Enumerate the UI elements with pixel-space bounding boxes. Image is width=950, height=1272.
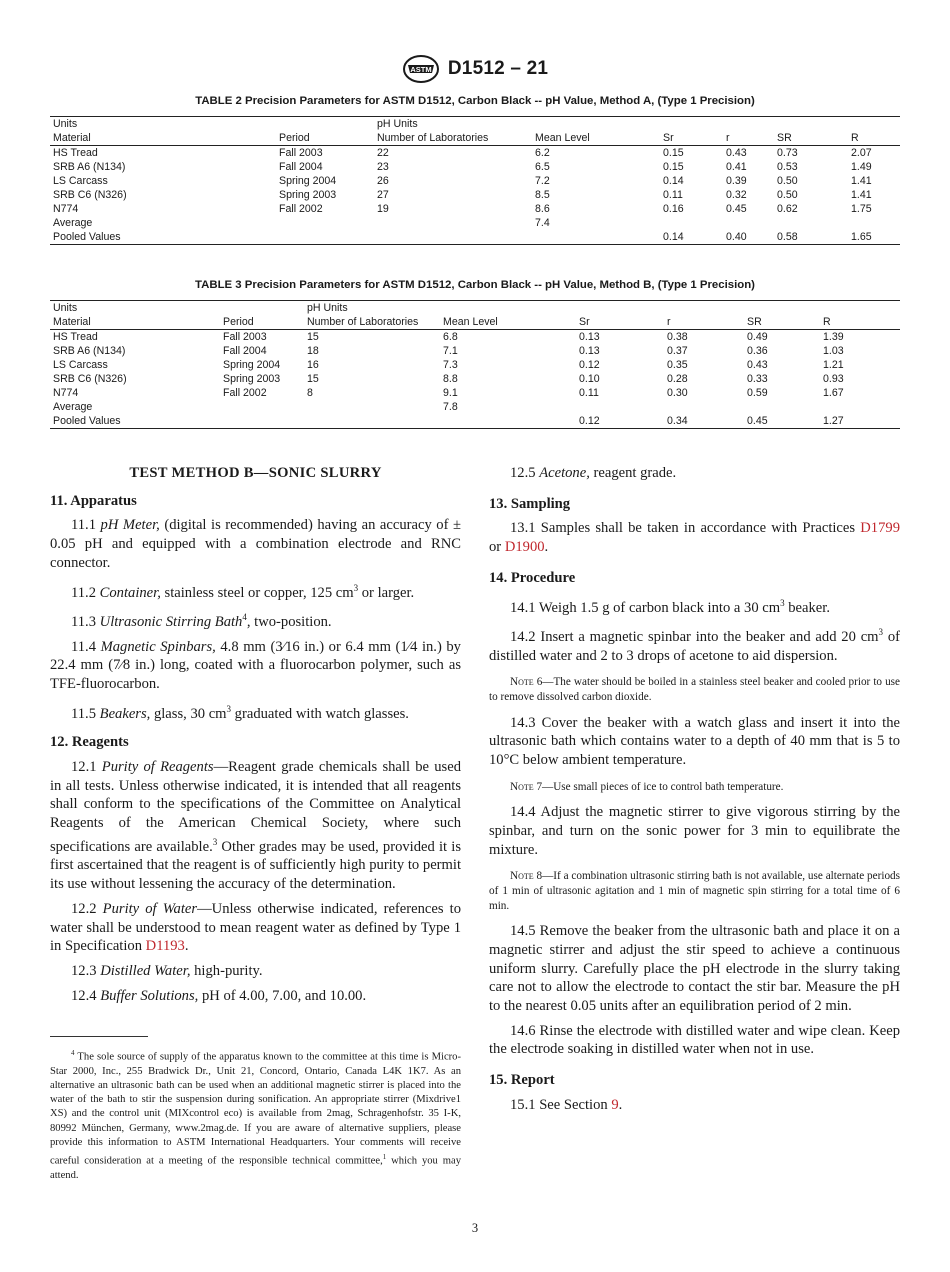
section-title: TEST METHOD B—SONIC SLURRY [129, 465, 382, 481]
table-cell: Sr [576, 315, 664, 330]
table-cell [744, 301, 820, 316]
table-row [50, 188, 900, 202]
table-cell: 0.13 [579, 345, 600, 357]
para-11-1: 11.1 pH Meter, (digital is recommended) having an accuracy of ± 0.05 pH and equipped with a combination electrode and RNC connector. [50, 517, 461, 571]
table-cell: 1.39 [823, 331, 844, 343]
table-cell: 8.8 [443, 373, 458, 385]
para-15-1: 15.1 See Section 9. [510, 1096, 623, 1113]
left-column [50, 464, 461, 1005]
table-cell: 0.34 [664, 414, 744, 429]
table-cell: R [848, 131, 900, 146]
para-11-5: 11.5 Beakers, glass, 30 $cm^3$ graduated with watch glasses. [71, 703, 409, 722]
table-cell: SRB C6 (N326) [53, 189, 127, 201]
table-cell: 18 [307, 345, 319, 357]
table-cell: 1.41 [851, 189, 872, 201]
table-cell: Fall 2002 [223, 387, 267, 399]
table-cell: 0.45 [726, 203, 747, 215]
table-cell [820, 301, 900, 316]
table-cell [664, 301, 744, 316]
table-cell: HS Tread [53, 331, 98, 343]
table-cell: HS Tread [53, 147, 98, 159]
table-cell: 26 [377, 175, 389, 187]
table-row [50, 386, 900, 400]
table-row [50, 372, 900, 386]
table-cell: 7.8 [443, 401, 458, 413]
table-cell [744, 400, 820, 414]
table-cell: Fall 2003 [223, 331, 267, 343]
table-cell [664, 400, 744, 414]
table-cell: 7.3 [443, 359, 458, 371]
table-cell [532, 230, 660, 245]
table-cell: 7.1 [443, 345, 458, 357]
document-number: D1512 – 21 [447, 58, 549, 79]
table-cell: Pooled Values [50, 230, 276, 245]
table-cell: LS Carcass [53, 359, 108, 371]
table-cell: 6.5 [535, 161, 550, 173]
table-cell: 0.58 [774, 230, 848, 245]
table-cell: SRB A6 (N134) [53, 161, 126, 173]
para-12-5: 12.5 Acetone, reagent grade. [510, 465, 677, 481]
table-cell: Mean Level [532, 131, 660, 146]
table-cell [220, 414, 304, 429]
table-row [50, 146, 900, 161]
para-14-2: 14.2 Insert a magnetic spinbar into the beaker and add 20 $cm^3$ of distilled water and 2 to 3 drops of acetone to aid dispersion. [489, 627, 900, 664]
table-cell: 23 [377, 161, 389, 173]
para-14-5: 14.5 Remove the beaker from the ultrasonic bath and place it on a magnetic stirrer and adjust the stir speed to achieve a continuous uniform slurry. Carefully place the pH electrode in the slurry taking care not to allow the electrode to contact the stir bar. Measure the pH to the nearest 0.05 units after an equilibration period of 2 min. [489, 923, 900, 1014]
table-cell: Period [276, 131, 374, 146]
table-cell: 0.39 [726, 175, 747, 187]
table-row [50, 400, 900, 414]
table-cell: Number of Laboratories [304, 315, 440, 330]
table3 [50, 300, 900, 429]
table-cell: Average [53, 217, 93, 229]
table-cell: 0.49 [747, 331, 768, 343]
table-cell: 0.35 [667, 359, 688, 371]
table-row [50, 414, 900, 429]
heading-apparatus: 11. Apparatus [50, 492, 137, 509]
table-cell [220, 301, 304, 316]
table-cell [304, 400, 440, 414]
para-11-2: 11.2 Container, stainless steel or copper, 125 $cm^3$ or larger. [71, 582, 415, 601]
table-cell: Mean Level [440, 315, 576, 330]
table-cell: N774 [53, 203, 79, 215]
link-d1900[interactable]: D1900 [504, 539, 545, 556]
table-cell [723, 216, 774, 230]
table-row [50, 344, 900, 358]
footnote-area [50, 1036, 461, 1183]
header-row-columns [50, 315, 900, 330]
table-cell: 1.21 [823, 359, 844, 371]
table-cell: 0.50 [777, 189, 798, 201]
heading-procedure: 14. Procedure [489, 569, 576, 586]
para-12-3: 12.3 Distilled Water, high-purity. [71, 962, 263, 979]
note-7: Note 7—Use small pieces of ice to control bath temperature. [510, 780, 784, 793]
right-column [489, 464, 900, 1114]
table-cell: 0.33 [747, 373, 768, 385]
table-cell: 0.30 [667, 387, 688, 399]
table-cell: 0.12 [579, 359, 600, 371]
table-cell: 0.43 [747, 359, 768, 371]
note-6: Note 6—The water should be boiled in a stainless steel beaker and cooled prior to use to remove dissolved carbon dioxide. [489, 676, 900, 703]
table-cell: 19 [377, 203, 389, 215]
table-cell: 0.16 [663, 203, 684, 215]
table-cell [576, 301, 664, 316]
table-cell: Fall 2003 [279, 147, 323, 159]
para-12-4: 12.4 Buffer Solutions, pH of 4.00, 7.00, and 10.00. [71, 987, 367, 1004]
table-cell [304, 414, 440, 429]
table-cell: Spring 2004 [279, 175, 337, 187]
astm-logo [402, 54, 440, 84]
table-cell: Material [50, 315, 220, 330]
table-cell: 0.11 [663, 189, 683, 201]
table-cell [440, 301, 576, 316]
table-cell: 1.49 [851, 161, 872, 173]
table-cell [532, 117, 660, 132]
link-d1799[interactable]: D1799 [860, 520, 900, 537]
table-cell: 0.12 [576, 414, 664, 429]
table-cell: 22 [377, 147, 389, 159]
table3-caption: TABLE 3 Precision Parameters for ASTM D1512, Carbon Black -- pH Value, Method B, (Type 1 Precision) [195, 279, 755, 291]
header-row-units [50, 301, 900, 316]
table-row [50, 174, 900, 188]
table2-caption: TABLE 2 Precision Parameters for ASTM D1512, Carbon Black -- pH Value, Method A, (Type 1 Precision) [195, 95, 755, 107]
table-cell: 0.28 [667, 373, 688, 385]
heading-reagents: 12. Reagents [50, 734, 129, 751]
table-cell: 27 [377, 189, 389, 201]
table-cell: 0.40 [723, 230, 774, 245]
table-cell: 8 [307, 387, 313, 399]
table-cell: Pooled Values [50, 414, 220, 429]
table-cell: 0.14 [663, 175, 684, 187]
table-cell: 16 [307, 359, 319, 371]
para-14-4: 14.4 Adjust the magnetic stirrer to give vigorous stirring by the spinbar, and turn on the sonic power for 3 min to equilibrate the mixture. [489, 804, 900, 858]
table-cell [774, 117, 848, 132]
note-8: Note 8—If a combination ultrasonic stirring bath is not available, use alternate periods of 1 min of ultrasonic agitation and 1 min of magnetic spin stirring for a total time of 6 min. [489, 870, 900, 912]
table-cell: Period [220, 315, 304, 330]
table-cell: 1.67 [823, 387, 844, 399]
table-cell: Spring 2003 [223, 373, 281, 385]
table-cell: N774 [53, 387, 79, 399]
table-cell [820, 400, 900, 414]
table-cell: 0.10 [579, 373, 600, 385]
table-cell: 1.65 [848, 230, 900, 245]
table-cell: 0.13 [579, 331, 600, 343]
table-row [50, 160, 900, 174]
table-cell: 0.93 [823, 373, 844, 385]
table-cell: 0.36 [747, 345, 768, 357]
para-13-1: 13.1 Samples shall be taken in accordance with Practices D1799 or D1900. [489, 520, 900, 556]
table-cell: 0.14 [660, 230, 723, 245]
table-cell: 0.37 [667, 345, 688, 357]
link-section-9[interactable]: 9 [611, 1096, 619, 1113]
table-row [50, 230, 900, 245]
table-cell: 1.03 [823, 345, 844, 357]
header-row-units [50, 117, 900, 132]
table-cell [440, 414, 576, 429]
table-cell: Fall 2004 [223, 345, 267, 357]
table-cell: 1.75 [851, 203, 872, 215]
table-cell: Fall 2002 [279, 203, 323, 215]
table-cell: 0.32 [726, 189, 747, 201]
table-cell: 0.50 [777, 175, 798, 187]
para-14-1: 14.1 Weigh 1.5 g of carbon black into a 30 $cm^3$ beaker. [510, 597, 830, 616]
table-cell: 8.5 [535, 189, 550, 201]
table-cell [576, 400, 664, 414]
table-cell [374, 216, 532, 230]
table-cell: r [723, 131, 774, 146]
table-cell: 0.73 [777, 147, 798, 159]
table-cell: Units [50, 117, 276, 132]
table-cell: 0.15 [663, 147, 684, 159]
table-cell: 7.4 [535, 217, 550, 229]
header-row-columns [50, 131, 900, 146]
table-cell [723, 117, 774, 132]
table-cell: Fall 2004 [279, 161, 323, 173]
table-cell: LS Carcass [53, 175, 108, 187]
table-cell: Material [50, 131, 276, 146]
table-cell: SRB A6 (N134) [53, 345, 126, 357]
table-row [50, 330, 900, 345]
table-cell: 0.62 [777, 203, 798, 215]
table-cell: 1.41 [851, 175, 872, 187]
table-cell: 0.43 [726, 147, 747, 159]
table-cell: 6.8 [443, 331, 458, 343]
table-cell: 0.11 [579, 387, 599, 399]
table-cell: 0.15 [663, 161, 684, 173]
table-cell: 0.41 [726, 161, 747, 173]
table-cell: SRB C6 (N326) [53, 373, 127, 385]
page-number: 3 [471, 1221, 479, 1235]
footnote-4: $^4$ The sole source of supply of the apparatus known to the committee at this time is Micro-Star 2000, Inc., 255 Bradwick Dr., Unit 21, Concord, Ontario, Canada L4K 1K7. As an alternative an ultrasonic bath can be used when an additional magnetic stirrer is placed into the water of the bath to stir the suspension during sonification. An appropriate stirrer (Mixdrive1 XS) and the control unit (MIXcontrol eco) is available from 2mag, Schragenhofstr. 35 I-K, 80992 München, Germany, www.2mag.de. If you are aware of alternative suppliers, please provide this information to ASTM International Headquarters. Your comments will receive careful consideration at a meeting of the responsible technical committee,$^1$ which you may attend. [50, 1049, 461, 1181]
table-cell: Units [50, 301, 220, 316]
table-row [50, 202, 900, 216]
table-cell [660, 117, 723, 132]
table-cell: 0.59 [747, 387, 768, 399]
para-14-6: 14.6 Rinse the electrode with distilled water and wipe clean. Keep the electrode soaking in distilled water when not in use. [489, 1022, 900, 1058]
table-row [50, 358, 900, 372]
table-cell: 15 [307, 331, 319, 343]
table-cell: Sr [660, 131, 723, 146]
table-cell: Average [53, 401, 93, 413]
table-cell: Spring 2003 [279, 189, 337, 201]
table-cell: R [820, 315, 900, 330]
table2 [50, 116, 900, 245]
table-cell: 6.2 [535, 147, 550, 159]
table-cell: 15 [307, 373, 319, 385]
table-cell [848, 216, 900, 230]
table-cell: 1.27 [820, 414, 900, 429]
table-cell [276, 230, 374, 245]
page-header [0, 52, 950, 86]
heading-report: 15. Report [489, 1072, 555, 1089]
table-row [50, 216, 900, 230]
table-cell: 0.45 [744, 414, 820, 429]
table-cell: Spring 2004 [223, 359, 281, 371]
para-14-3: 14.3 Cover the beaker with a watch glass and insert it into the ultrasonic bath which contains water to a depth of 40 mm that is 5 to 10°C below ambient temperature. [489, 714, 900, 768]
table-cell: 2.07 [851, 147, 872, 159]
table-cell [848, 117, 900, 132]
table-cell [276, 117, 374, 132]
table-cell: SR [744, 315, 820, 330]
footnote-rule [50, 1036, 148, 1037]
table-cell: pH Units [304, 301, 440, 316]
table-cell: SR [774, 131, 848, 146]
table-cell: r [664, 315, 744, 330]
table-cell [220, 400, 304, 414]
para-12-2: 12.2 Purity of Water—Unless otherwise indicated, references to water shall be understood to mean reagent water as defined by Type 1 in Specification D1193. [50, 900, 461, 955]
table-cell: 9.1 [443, 387, 458, 399]
para-11-3: 11.3 Ultrasonic Stirring Bath$^4$, two-position. [71, 612, 332, 630]
table-cell [374, 230, 532, 245]
para-12-1: 12.1 Purity of Reagents—Reagent grade chemicals shall be used in all tests. Unless otherwise indicated, it is intended that all reagents shall conform to the specifications of the Committee on Analytical Reagents of the American Chemical Society, where such specifications are available.$^3$ Other grades may be used, provided it is first ascertained that the reagent is of sufficiently high purity to permit its use without lessening the accuracy of the determination. [50, 759, 461, 893]
table-cell: pH Units [374, 117, 532, 132]
table-cell: Number of Laboratories [374, 131, 532, 146]
table-cell [276, 216, 374, 230]
link-d1193[interactable]: D1193 [145, 938, 185, 955]
table-cell: 8.6 [535, 203, 550, 215]
svg-text:ASTM: ASTM [410, 65, 432, 74]
table-cell [660, 216, 723, 230]
table-cell: 7.2 [535, 175, 550, 187]
table-cell: 0.53 [777, 161, 798, 173]
table-cell: 0.38 [667, 331, 688, 343]
heading-sampling: 13. Sampling [489, 495, 571, 512]
para-11-4: 11.4 Magnetic Spinbars, 4.8 mm (3⁄16 in.) or 6.4 mm (1⁄4 in.) by 22.4 mm (7⁄8 in.) long, coated with a fluorocarbon polymer, such as TFE-fluorocarbon. [50, 638, 461, 693]
table-cell [774, 216, 848, 230]
